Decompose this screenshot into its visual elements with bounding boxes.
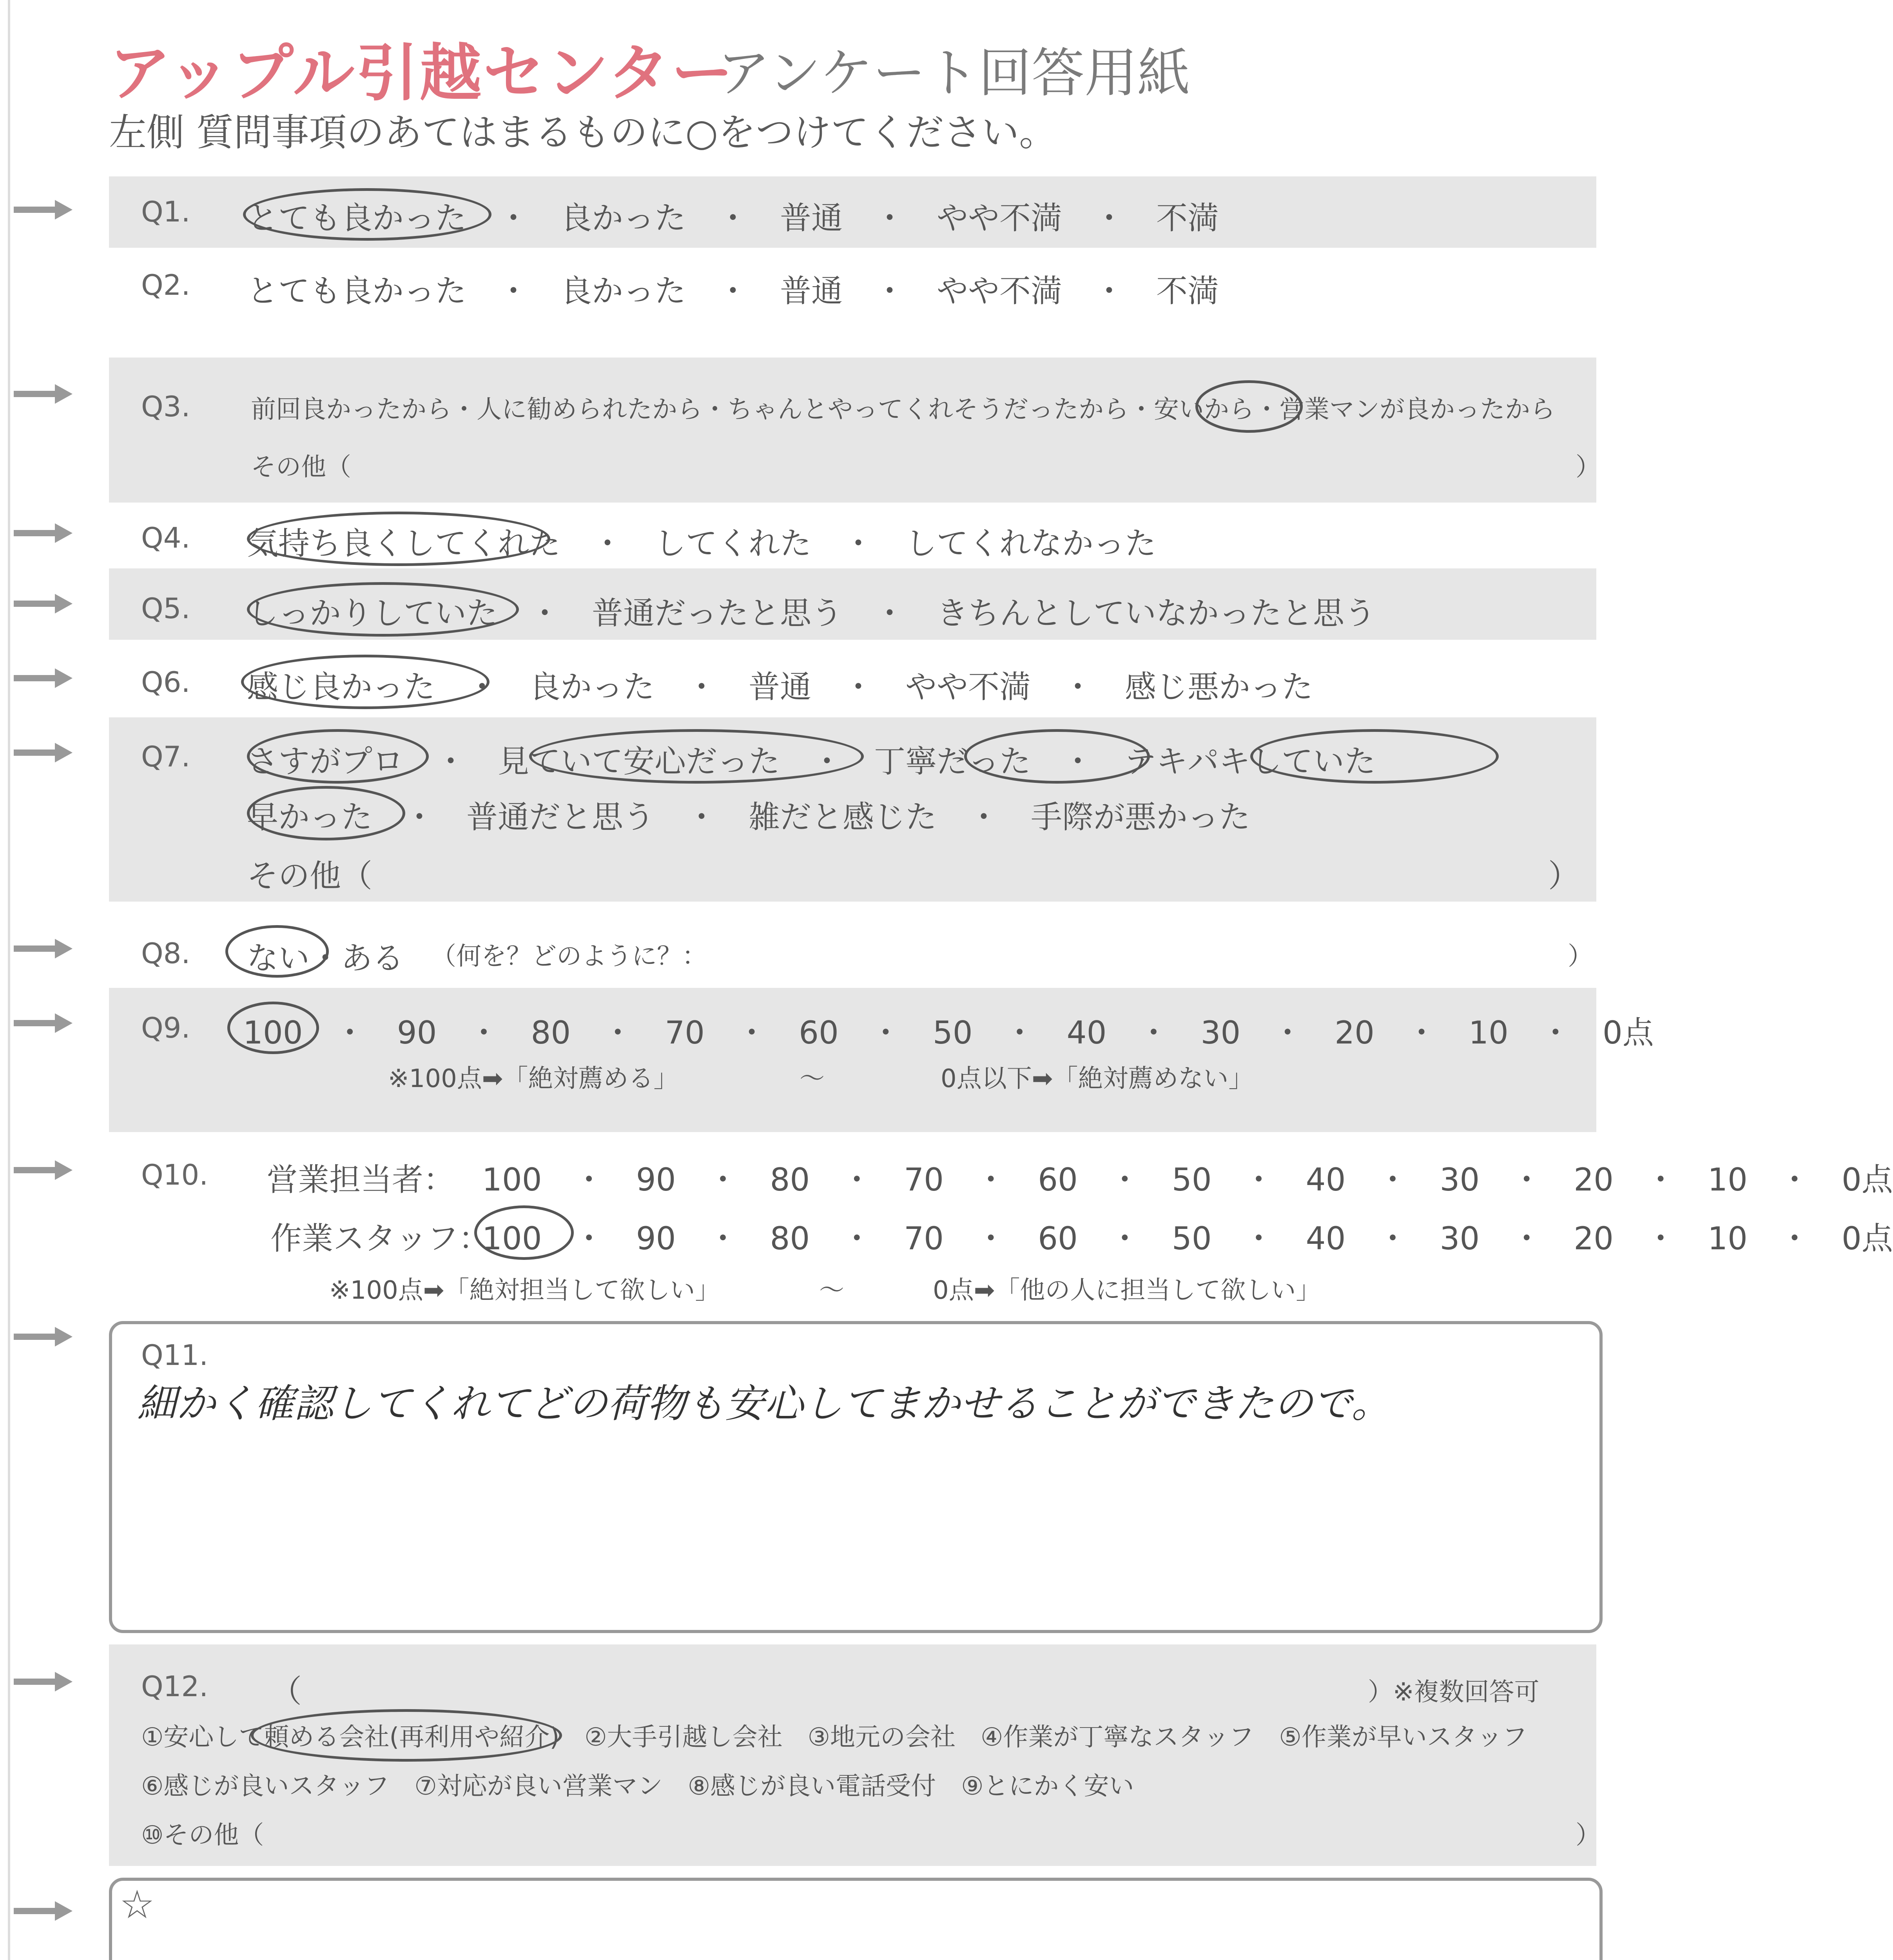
- q9-note-mid: 〜: [800, 1064, 825, 1093]
- arrow-icon: [14, 1899, 73, 1923]
- star-comment-box[interactable]: [109, 1878, 1603, 1960]
- arrow-icon: [14, 1158, 73, 1182]
- q3-label: Q3.: [141, 390, 190, 423]
- q12-other-close: ）: [1576, 1821, 1601, 1850]
- arrow-icon: [14, 592, 73, 615]
- brand-title: アップル引越センター: [109, 37, 735, 109]
- arrow-icon: [14, 1325, 73, 1348]
- arrow-icon: [14, 741, 73, 764]
- q11-handwritten-answer: 細かく確認してくれてどの荷物も安心してまかせることができたので。: [137, 1381, 1391, 1426]
- q7-line1[interactable]: さすがプロ ・ 見ていて安心だった ・ 丁寧だった ・ テキパキしていた: [247, 743, 1376, 780]
- q8-close: ）: [1568, 942, 1593, 971]
- instruction-text: 左側 質問事項のあてはまるものに○をつけてください。: [109, 111, 1057, 154]
- q10-note-right: 0点➡「他の人に担当して欲しい」: [933, 1276, 1321, 1305]
- arrow-icon: [14, 666, 73, 690]
- q8-label: Q8.: [141, 937, 190, 970]
- q1-label: Q1.: [141, 195, 190, 228]
- arrow-icon: [14, 198, 73, 221]
- q10-label: Q10.: [141, 1158, 209, 1191]
- arrow-icon: [14, 382, 73, 406]
- q9-label: Q9.: [141, 1011, 190, 1044]
- q10-note-mid: 〜: [819, 1276, 844, 1305]
- q9-options[interactable]: 100 ・ 90 ・ 80 ・ 70 ・ 60 ・ 50 ・ 40 ・ 30 ・ 20 ・ 10 ・ 0点: [243, 1014, 1654, 1051]
- q2-options[interactable]: とても良かった ・ 良かった ・ 普通 ・ やや不満 ・ 不満: [247, 273, 1219, 309]
- q3-other[interactable]: その他（: [251, 453, 351, 482]
- q4-label: Q4.: [141, 521, 190, 554]
- q10-sales-label: 営業担当者：: [267, 1161, 455, 1198]
- q5-label: Q5.: [141, 592, 190, 625]
- arrow-icon: [14, 1011, 73, 1035]
- star-icon: ☆: [120, 1882, 155, 1927]
- q11-label: Q11.: [141, 1339, 209, 1372]
- q10-staff-options[interactable]: 100 ・ 90 ・ 80 ・ 70 ・ 60 ・ 50 ・ 40 ・ 30 ・ 20 ・ 10 ・ 0点: [482, 1220, 1893, 1257]
- q12-open: （: [270, 1673, 302, 1710]
- q8-detail[interactable]: （何を？どのように？：: [431, 942, 707, 971]
- q3-other-close: ）: [1576, 453, 1601, 482]
- q10-note-left: ※100点➡「絶対担当して欲しい」: [329, 1276, 720, 1305]
- q7-other-close: ）: [1548, 858, 1579, 894]
- q6-options[interactable]: 感じ良かった ・ 良かった ・ 普通 ・ やや不満 ・ 感じ悪かった: [247, 669, 1313, 705]
- q2-label: Q2.: [141, 269, 190, 301]
- q10-sales-options[interactable]: 100 ・ 90 ・ 80 ・ 70 ・ 60 ・ 50 ・ 40 ・ 30 ・ 20 ・ 10 ・ 0点: [482, 1161, 1893, 1198]
- arrow-icon: [14, 521, 73, 545]
- q11-answer-box[interactable]: [109, 1321, 1603, 1633]
- q1-options[interactable]: とても良かった ・ 良かった ・ 普通 ・ やや不満 ・ 不満: [247, 200, 1219, 236]
- q9-note-right: 0点以下➡「絶対薦めない」: [941, 1064, 1254, 1093]
- q12-close-note: ）※複数回答可: [1368, 1678, 1539, 1707]
- q12-options-line3[interactable]: ⑩その他（: [141, 1821, 264, 1850]
- q5-options[interactable]: しっかりしていた ・ 普通だったと思う ・ きちんとしていなかったと思う: [247, 595, 1376, 632]
- q9-note-left: ※100点➡「絶対薦める」: [388, 1064, 679, 1093]
- q4-options[interactable]: 気持ち良くしてくれた ・ してくれた ・ してくれなかった: [247, 525, 1156, 562]
- q8-options[interactable]: ない・ある: [247, 940, 404, 976]
- form-subtitle: アンケート回答用紙: [717, 42, 1190, 104]
- q12-label: Q12.: [141, 1670, 209, 1703]
- q6-label: Q6.: [141, 666, 190, 699]
- q10-staff-label: 作業スタッフ：: [270, 1220, 490, 1257]
- q12-options-line2[interactable]: ⑥感じが良いスタッフ ⑦対応が良い営業マン ⑧感じが良い電話受付 ⑨とにかく安い: [141, 1772, 1134, 1801]
- q7-other[interactable]: その他（: [247, 858, 372, 894]
- q3-options[interactable]: 前回良かったから・人に勧められたから・ちゃんとやってくれそうだったから・安いから・営業マンが良かったから: [251, 395, 1555, 424]
- q12-options-line1[interactable]: ①安心して頼める会社(再利用や紹介) ②大手引越し会社 ③地元の会社 ④作業が丁寧なスタッフ ⑤作業が早いスタッフ: [141, 1723, 1527, 1752]
- arrow-icon: [14, 1670, 73, 1693]
- left-tear-edge: [8, 0, 10, 1960]
- q7-label: Q7.: [141, 740, 190, 773]
- q7-line2[interactable]: 早かった ・ 普通だと思う ・ 雑だと感じた ・ 手際が悪かった: [247, 799, 1250, 835]
- arrow-icon: [14, 937, 73, 960]
